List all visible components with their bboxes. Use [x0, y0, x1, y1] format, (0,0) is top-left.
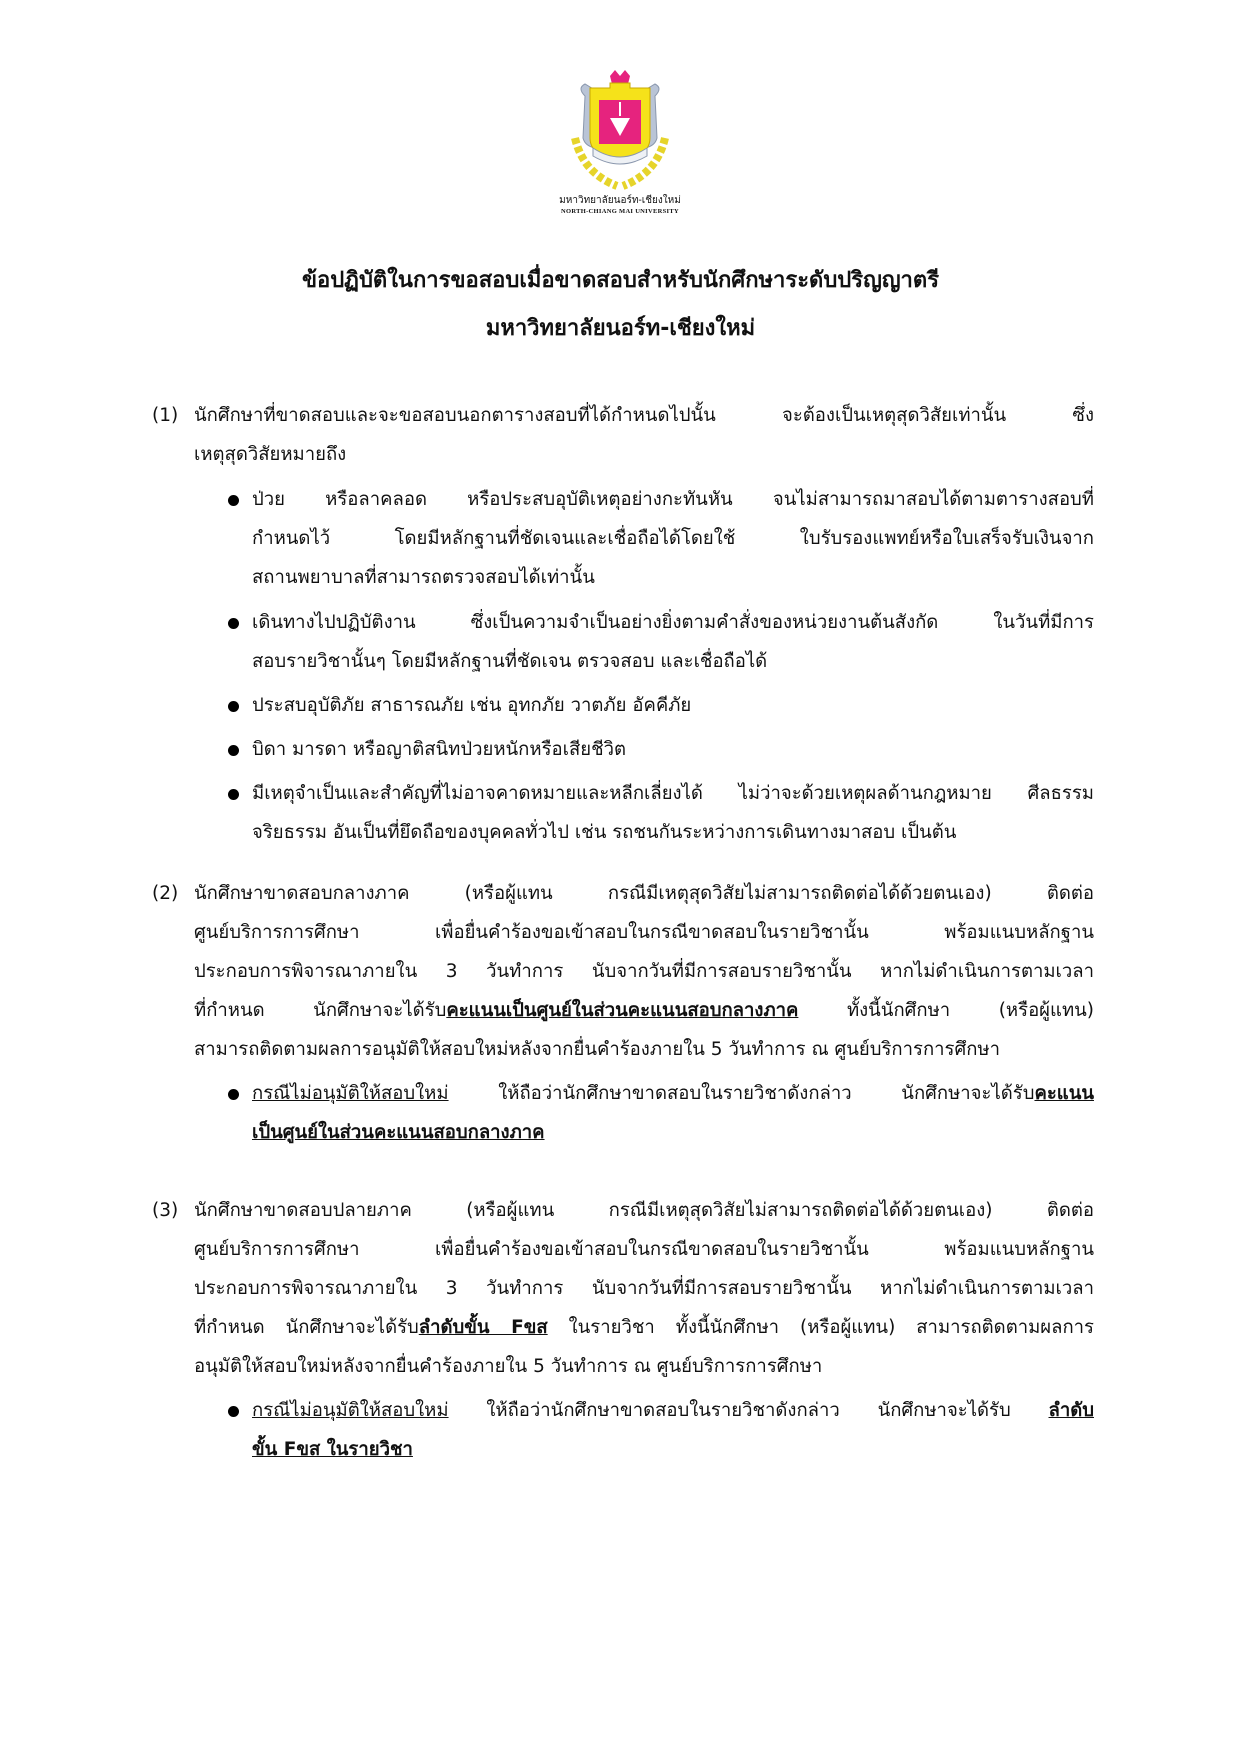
emphasized-text: กรณีไม่อนุมัติให้สอบใหม่	[252, 1083, 449, 1104]
text-line	[252, 1074, 1094, 1113]
bullet-icon	[228, 1406, 239, 1417]
text-line	[194, 991, 1094, 1030]
bullet-item	[140, 480, 1094, 597]
document-body	[140, 396, 1095, 1469]
bullet-icon	[228, 495, 239, 506]
text-segment: อนุมัติให้สอบใหม่หลังจากยื่นคำร้องภายใน 5 วันทำการ ณ ศูนย์บริการการศึกษา	[194, 1356, 823, 1377]
bullet-item	[140, 603, 1094, 681]
numbered-paragraph	[140, 874, 1095, 1069]
text-segment: บิดา มารดา หรือญาติสนิทป่วยหนักหรือเสียชีวิต	[252, 739, 627, 760]
bullet-icon	[228, 1089, 239, 1100]
text-segment: นักศึกษาที่ขาดสอบและจะขอสอบนอกตารางสอบที่ได้กำหนดไปนั้น จะต้องเป็นเหตุสุดวิสัยเท่านั้น ซึ่ง	[194, 405, 1094, 426]
text-line	[252, 519, 1094, 558]
logo-name-thai: มหาวิทยาลัยนอร์ท-เชียงใหม่	[559, 195, 681, 206]
text-line	[194, 913, 1094, 952]
university-crest-icon	[555, 68, 685, 193]
bullet-item	[140, 686, 1090, 725]
logo-name-english: NORTH-CHIANG MAI UNIVERSITY	[560, 208, 680, 215]
text-segment: ศูนย์บริการการศึกษา เพื่อยื่นคำร้องขอเข้าสอบในกรณีขาดสอบในรายวิชานั้น พร้อมแนบหลักฐาน	[194, 1239, 1094, 1260]
emphasized-text: ลำดับขั้น Fขส	[418, 1317, 548, 1338]
text-segment: ที่กำหนด นักศึกษาจะได้รับ	[194, 1000, 447, 1021]
text-line	[252, 558, 1094, 597]
university-logo	[525, 68, 715, 238]
emphasized-text: ลำดับ	[1048, 1400, 1094, 1421]
text-line	[194, 1269, 1094, 1308]
text-segment: จริยธรรม อันเป็นที่ยึดถือของบุคคลทั่วไป เช่น รถชนกันระหว่างการเดินทางมาสอบ เป็นต้น	[252, 822, 957, 843]
bullet-item	[140, 1074, 1094, 1152]
text-segment: ในรายวิชา ทั้งนี้นักศึกษา (หรือผู้แทน) สามารถติดตามผลการ	[547, 1317, 1094, 1338]
text-line	[194, 435, 1094, 474]
text-line	[252, 813, 1094, 852]
text-line	[194, 1191, 1094, 1230]
numbered-paragraph	[140, 396, 1094, 474]
text-line	[252, 603, 1094, 642]
bullet-icon	[228, 789, 239, 800]
emphasized-text: กรณีไม่อนุมัติให้สอบใหม่	[252, 1400, 449, 1421]
emphasized-text: คะแนน	[1034, 1083, 1094, 1104]
text-line	[252, 1430, 1094, 1469]
document-title: ข้อปฏิบัติในการขอสอบเมื่อขาดสอบสำหรับนักศึกษาระดับปริญญาตรี	[301, 268, 940, 293]
text-line	[194, 1347, 1094, 1386]
text-segment: ประกอบการพิจารณาภายใน 3 วันทำการ นับจากวันที่มีการสอบรายวิชานั้น หากไม่ดำเนินการตามเวลา	[194, 961, 1094, 982]
text-segment: ให้ถือว่านักศึกษาขาดสอบในรายวิชาดังกล่าว นักศึกษาจะได้รับ	[448, 1083, 1035, 1104]
text-line	[252, 1391, 1094, 1430]
text-line	[194, 1030, 1094, 1069]
text-line	[252, 1113, 1094, 1152]
text-line	[194, 952, 1094, 991]
emphasized-text: ขั้น Fขส ในรายวิชา	[252, 1439, 413, 1460]
text-segment: ป่วย หรือลาคลอด หรือประสบอุบัติเหตุอย่างกะทันหัน จนไม่สามารถมาสอบได้ตามตารางสอบที่	[252, 489, 1094, 510]
text-segment: กำหนดไว้ โดยมีหลักฐานที่ชัดเจนและเชื่อถือได้โดยใช้ ใบรับรองแพทย์หรือใบเสร็จรับเงินจาก	[252, 528, 1094, 549]
bullet-icon	[228, 701, 239, 712]
bullet-item	[140, 774, 1094, 852]
text-segment: เหตุสุดวิสัยหมายถึง	[194, 444, 347, 465]
text-line	[194, 396, 1094, 435]
emphasized-text: เป็นศูนย์ในส่วนคะแนนสอบกลางภาค	[252, 1122, 545, 1143]
text-line	[252, 730, 1094, 769]
text-segment: นักศึกษาขาดสอบกลางภาค (หรือผู้แทน กรณีมีเหตุสุดวิสัยไม่สามารถติดต่อได้ด้วยตนเอง) ติดต่อ	[194, 883, 1094, 904]
text-line	[194, 1230, 1094, 1269]
paragraph-number: (3)	[152, 1200, 179, 1221]
text-segment: เดินทางไปปฏิบัติงาน ซึ่งเป็นความจำเป็นอย่างยิ่งตามคำสั่งของหน่วยงานต้นสังกัด ในวันที่มีการ	[252, 612, 1094, 633]
text-segment: ประสบอุบัติภัย สาธารณภัย เช่น อุทกภัย วาตภัย อัคคีภัย	[252, 695, 692, 716]
text-segment: ศูนย์บริการการศึกษา เพื่อยื่นคำร้องขอเข้าสอบในกรณีขาดสอบในรายวิชานั้น พร้อมแนบหลักฐาน	[194, 922, 1094, 943]
text-line	[252, 686, 1094, 725]
text-segment: มีเหตุจำเป็นและสำคัญที่ไม่อาจคาดหมายและหลีกเลี่ยงได้ ไม่ว่าจะด้วยเหตุผลด้านกฎหมาย ศีลธรรม	[252, 783, 1094, 804]
bullet-icon	[228, 745, 239, 756]
bullet-icon	[228, 618, 239, 629]
text-segment: ประกอบการพิจารณาภายใน 3 วันทำการ นับจากวันที่มีการสอบรายวิชานั้น หากไม่ดำเนินการตามเวลา	[194, 1278, 1094, 1299]
paragraph-number: (2)	[152, 883, 179, 904]
text-line	[252, 774, 1094, 813]
bullet-item	[140, 730, 1090, 769]
paragraph-number: (1)	[152, 405, 179, 426]
text-line	[194, 874, 1094, 913]
text-segment: ให้ถือว่านักศึกษาขาดสอบในรายวิชาดังกล่าว นักศึกษาจะได้รับ	[448, 1400, 1049, 1421]
text-segment: ทั้งนี้นักศึกษา (หรือผู้แทน)	[798, 1000, 1095, 1021]
text-segment: ที่กำหนด นักศึกษาจะได้รับ	[194, 1317, 419, 1338]
text-segment: นักศึกษาขาดสอบปลายภาค (หรือผู้แทน กรณีมีเหตุสุดวิสัยไม่สามารถติดต่อได้ด้วยตนเอง) ติดต่อ	[194, 1200, 1094, 1221]
text-segment: สอบรายวิชานั้นๆ โดยมีหลักฐานที่ชัดเจน ตรวจสอบ และเชื่อถือได้	[252, 651, 768, 672]
text-segment: สามารถติดตามผลการอนุมัติให้สอบใหม่หลังจากยื่นคำร้องภายใน 5 วันทำการ ณ ศูนย์บริการการศึกษา	[194, 1039, 1001, 1060]
document-subtitle: มหาวิทยาลัยนอร์ท-เชียงใหม่	[485, 316, 756, 341]
text-line	[194, 1308, 1094, 1347]
numbered-paragraph	[140, 1191, 1094, 1386]
emphasized-text: คะแนนเป็นศูนย์ในส่วนคะแนนสอบกลางภาค	[446, 1000, 799, 1021]
text-line	[252, 642, 1094, 681]
text-segment: สถานพยาบาลที่สามารถตรวจสอบได้เท่านั้น	[252, 567, 595, 588]
text-line	[252, 480, 1094, 519]
bullet-item	[140, 1391, 1094, 1469]
